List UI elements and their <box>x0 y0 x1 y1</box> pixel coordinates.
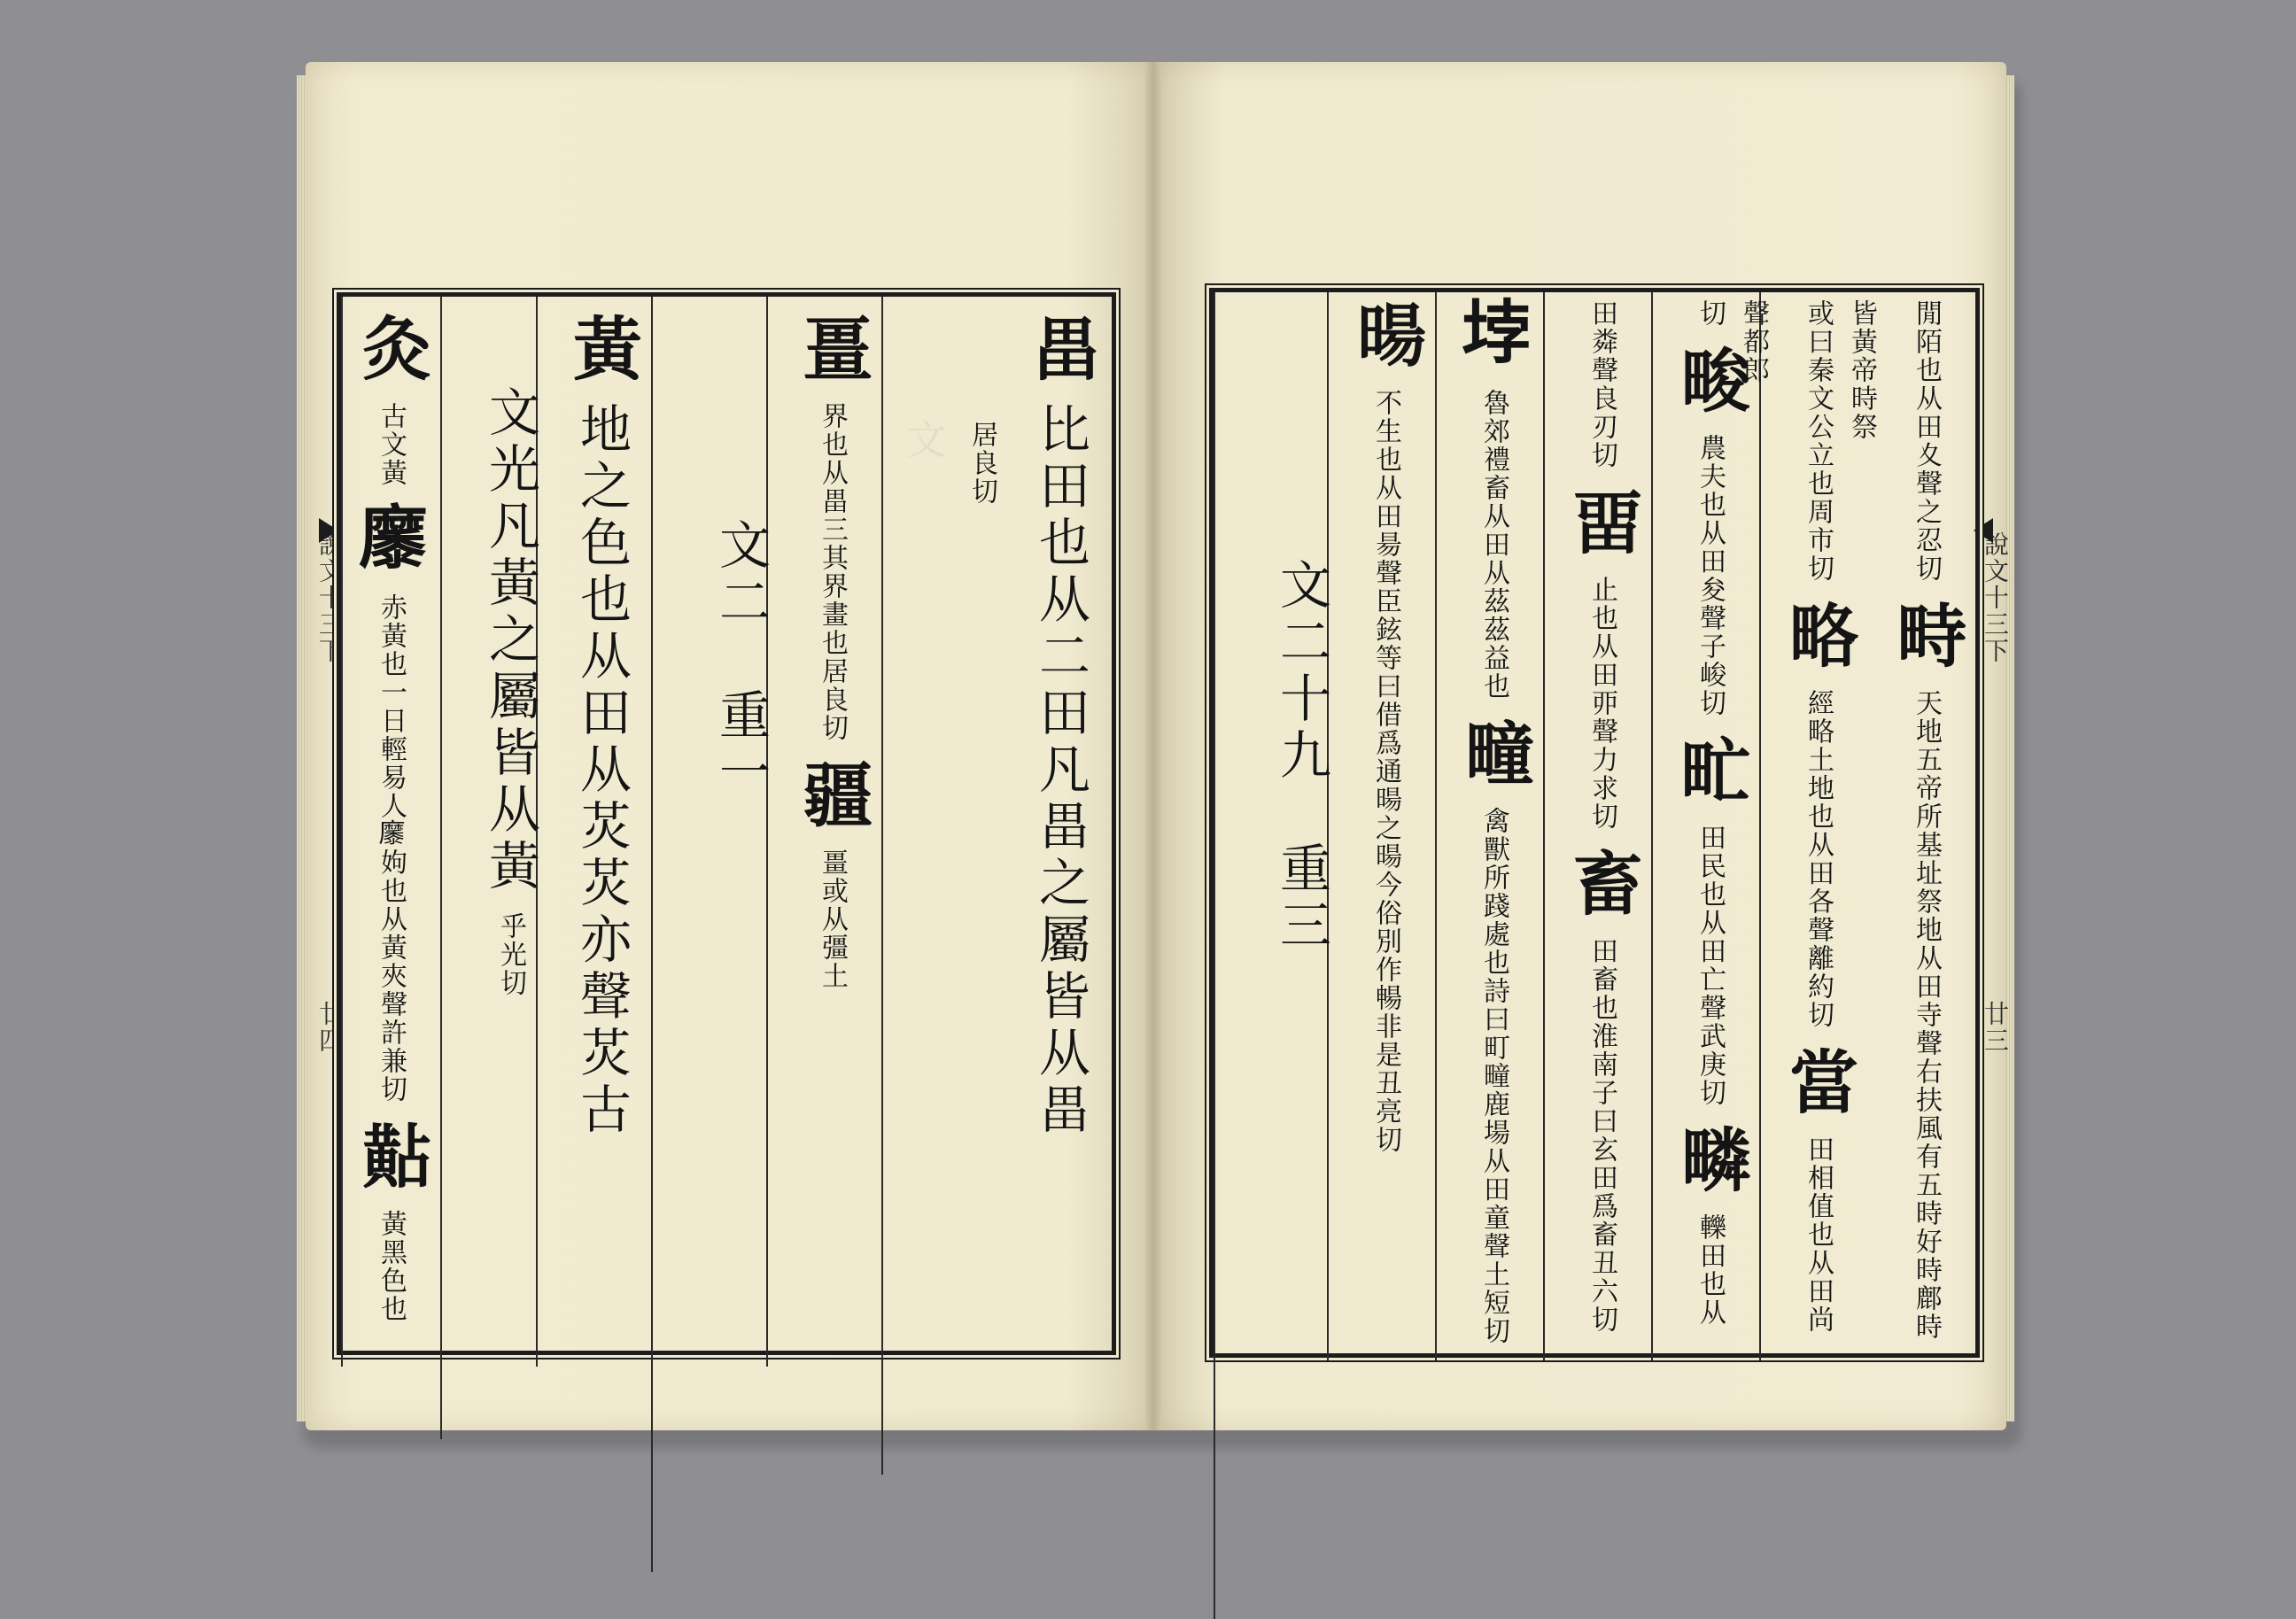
annotation: 禽獸所踐處也詩曰町疃鹿場从田童聲土短切 <box>1478 807 1509 1345</box>
column-5 <box>1435 292 1543 1360</box>
seal-character: 灸 <box>351 313 430 385</box>
fish-tail-marker-left <box>319 518 338 543</box>
seal-character: 略 <box>1778 600 1858 672</box>
seal-character: 當 <box>1778 1046 1858 1119</box>
column-text: 文二十九 重三 <box>1271 558 1331 955</box>
annotation: 界也从畕三其界畫也居良切 <box>817 402 848 742</box>
left-margin-title: 說文十三下 <box>315 531 345 664</box>
annotation: 畺或从彊土 <box>817 848 848 990</box>
annotation: 赤黃也一日輕易人𪎭姁也从黃夾聲許兼切 <box>376 593 407 1104</box>
annotation: 乎光切 <box>495 912 526 997</box>
column-text: 比田也从二田凡畕之屬皆从畕 <box>1030 402 1090 1139</box>
seal-character: 黇 <box>351 1120 430 1193</box>
column-7 <box>1214 292 1331 1619</box>
annotation: 或曰秦文公立也周市切 <box>1803 299 1834 583</box>
column-text: 文光凡黃之屬皆从黃 <box>480 385 540 895</box>
annotation: 魯郊禮畜从田从茲茲益也 <box>1478 389 1509 701</box>
right-text-frame <box>1209 288 1980 1358</box>
annotation: 轢田也从 <box>1695 1213 1726 1327</box>
annotation: 農夫也从田夋聲子峻切 <box>1695 434 1726 717</box>
right-margin-title: 說文十三下 <box>1981 531 2010 664</box>
column-4 <box>1543 292 1651 1360</box>
column-4 <box>651 297 771 1572</box>
column-6 <box>1327 292 1435 1360</box>
left-text-frame <box>337 292 1116 1355</box>
left-folio: 廿四 <box>315 1001 345 1054</box>
seal-character: 疆 <box>792 759 872 832</box>
seal-character: 畺 <box>792 313 872 385</box>
annotation: 居良切 <box>966 421 997 506</box>
seal-character: 畤 <box>1886 600 1966 672</box>
annotation: 田畜也淮南子曰玄田爲畜丑六切 <box>1586 937 1617 1334</box>
seal-character: 甿 <box>1670 734 1749 807</box>
column-1 <box>1846 292 1975 1360</box>
annotation: 止也从田丣聲力求切 <box>1586 576 1617 831</box>
bleed-through-text: 文 <box>900 319 948 567</box>
column-7 <box>341 297 440 1367</box>
annotation: 古文黃 <box>376 402 407 487</box>
seal-character: 暘 <box>1346 299 1425 372</box>
annotation: 切 <box>1695 299 1726 328</box>
column-6 <box>440 297 540 1439</box>
annotation: 閒陌也从田夊聲之忍切 <box>1911 299 1942 583</box>
annotation: 天地五帝所基址祭地从田寺聲右扶風有五時好時鄜時皆黃帝時祭 <box>1846 299 1942 1341</box>
book-gutter <box>1145 62 1161 1430</box>
seal-character: 疃 <box>1454 717 1533 790</box>
column-5 <box>536 297 651 1367</box>
seal-character: 疄 <box>1670 1124 1749 1197</box>
column-3 <box>766 297 881 1367</box>
seal-character: 𪎭 <box>351 504 430 577</box>
column-2 <box>881 297 997 1475</box>
seal-character: 畜 <box>1562 848 1641 920</box>
seal-character: 黃 <box>562 313 641 385</box>
annotation: 田民也从田亡聲武庚切 <box>1695 824 1726 1107</box>
annotation: 田粦聲良刃切 <box>1586 299 1617 469</box>
column-3 <box>1651 292 1759 1360</box>
column-2 <box>1738 292 1867 1360</box>
column-text: 文二 重一 <box>710 518 771 802</box>
seal-character: 畕 <box>1020 313 1100 385</box>
seal-character: 畯 <box>1670 345 1749 417</box>
right-folio: 廿三 <box>1981 1001 2010 1054</box>
annotation: 不生也从田昜聲臣鉉等曰借爲通暘之暘今俗別作暢非是丑亮切 <box>1370 389 1401 1154</box>
annotation: 經略土地也从田各聲離約切 <box>1803 689 1834 1029</box>
column-text: 地之色也从田从炗炗亦聲炗古 <box>571 402 632 1139</box>
annotation: 田相值也从田尚聲都郎 <box>1738 299 1834 1334</box>
column-1 <box>997 297 1110 1367</box>
seal-character: 𡋯 <box>1454 299 1533 372</box>
seal-character: 畱 <box>1562 486 1641 559</box>
annotation: 黃黑色也 <box>376 1210 407 1323</box>
